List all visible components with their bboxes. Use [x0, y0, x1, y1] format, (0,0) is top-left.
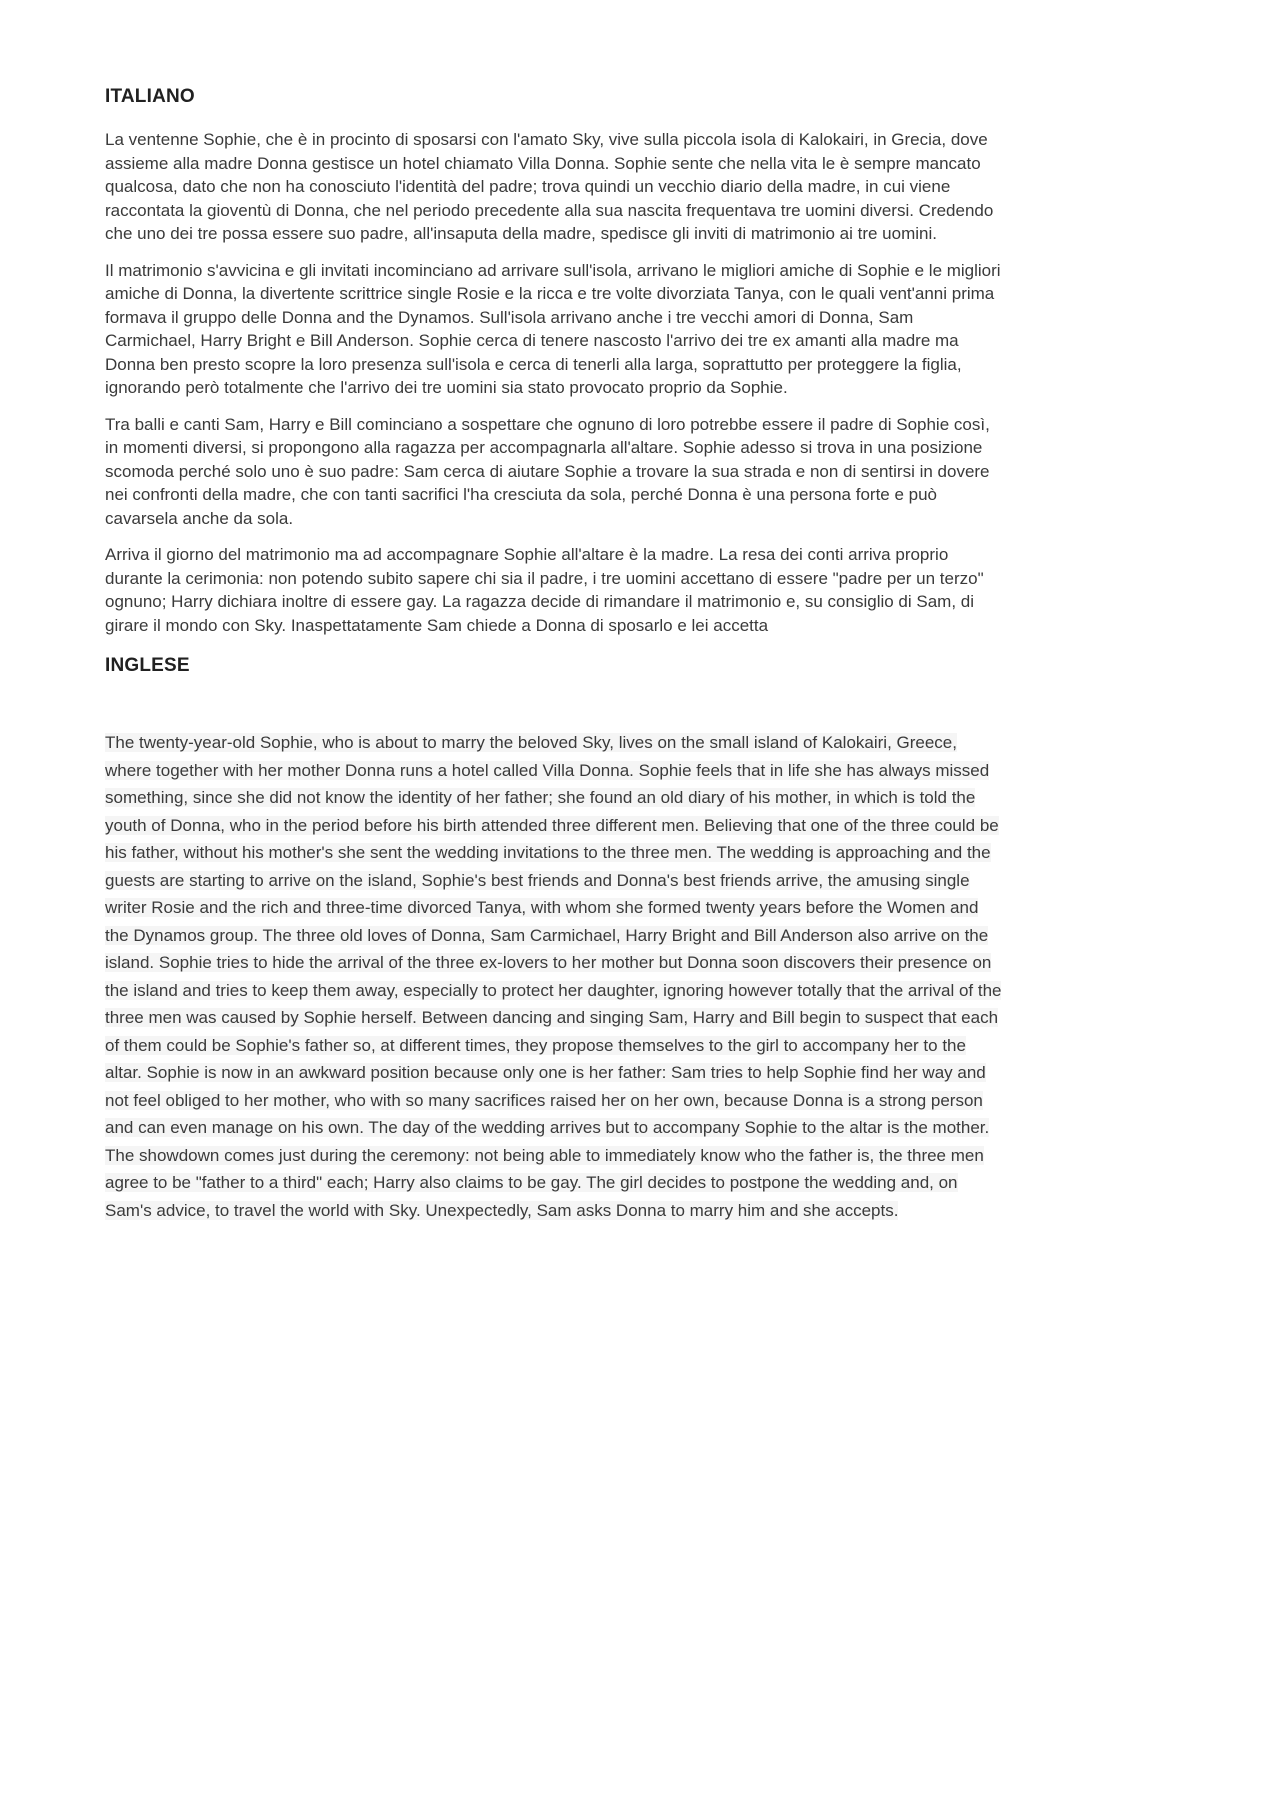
- paragraph-italian-4: Arriva il giorno del matrimonio ma ad accompagnare Sophie all'altare è la madre. La resa dei conti arriva proprio durante la cerimonia: non potendo subito sapere chi sia il padre, i tre uomini accettano di essere "padre per un terzo" ognuno; Harry dichiara inoltre di essere gay. La ragazza decide di rimandare il matrimonio e, su consiglio di Sam, di girare il mondo con Sky. Inaspettatamente Sam chiede a Donna di sposarlo e lei accetta: [105, 545, 984, 635]
- paragraph-italian-1: La ventenne Sophie, che è in procinto di sposarsi con l'amato Sky, vive sulla piccola isola di Kalokairi, in Grecia, dove assieme alla madre Donna gestisce un hotel chiamato Villa Donna. Sophie sente che nella vita le è sempre mancato qualcosa, dato che non ha conosciuto l'identità del padre; trova quindi un vecchio diario della madre, in cui viene raccontata la gioventù di Donna, che nel periodo precedente alla sua nascita frequentava tre uomini diversi. Credendo che uno dei tre possa essere suo padre, all'insaputa della madre, spedisce gli inviti di matrimonio ai tre uomini.: [105, 130, 994, 243]
- english-translation-text: The twenty-year-old Sophie, who is about to marry the beloved Sky, lives on the small island of Kalokairi, Greece, where together with her mother Donna runs a hotel called Villa Donna. Sophie feels that in life she has always missed something, since she did not know the identity of her father; she found an old diary of his mother, in which is told the youth of Donna, who in the period before his birth attended three different men. Believing that one of the three could be his father, without his mother's she sent the wedding invitations to the three men. The wedding is approaching and the guests are starting to arrive on the island, Sophie's best friends and Donna's best friends arrive, the amusing single writer Rosie and the rich and three-time divorced Tanya, with whom she formed twenty years before the Women and the Dynamos group. The three old loves of Donna, Sam Carmichael, Harry Bright and Bill Anderson also arrive on the island. Sophie tries to hide the arrival of the three ex-lovers to her mother but Donna soon discovers their presence on the island and tries to keep them away, especially to protect her daughter, ignoring however totally that the arrival of the three men was caused by Sophie herself. Between dancing and singing Sam, Harry and Bill begin to suspect that each of them could be Sophie's father so, at different times, they propose themselves to the girl to accompany her to the altar. Sophie is now in an awkward position because only one is her father: Sam tries to help Sophie find her way and not feel obliged to her mother, who with so many sacrifices raised her on her own, because Donna is a strong person and can even manage on his own. The day of the wedding arrives but to accompany Sophie to the altar is the mother. The showdown comes just during the ceremony: not being able to immediately know who the father is, the three men agree to be "father to a third" each; Harry also claims to be gay. The girl decides to postpone the wedding and, on Sam's advice, to travel the world with Sky. Unexpectedly, Sam asks Donna to marry him and she accepts.: [105, 733, 1002, 1220]
- heading-english: INGLESE: [105, 655, 190, 676]
- paragraph-english: [105, 729, 1002, 1224]
- heading-italian: ITALIANO: [105, 86, 195, 107]
- paragraph-italian-2: Il matrimonio s'avvicina e gli invitati incominciano ad arrivare sull'isola, arrivano le migliori amiche di Sophie e le migliori amiche di Donna, la divertente scrittrice single Rosie e la ricca e tre volte divorziata Tanya, con le quali vent'anni prima formava il gruppo delle Donna and the Dynamos. Sull'isola arrivano anche i tre vecchi amori di Donna, Sam Carmichael, Harry Bright e Bill Anderson. Sophie cerca di tenere nascosto l'arrivo dei tre ex amanti alla madre ma Donna ben presto scopre la loro presenza sull'isola e cerca di tenerli alla larga, soprattutto per proteggere la figlia, ignorando però totalmente che l'arrivo dei tre uomini sia stato provocato proprio da Sophie.: [105, 260, 1001, 397]
- paragraph-italian-3: Tra balli e canti Sam, Harry e Bill cominciano a sospettare che ognuno di loro potrebbe essere il padre di Sophie così, in momenti diversi, si propongono alla ragazza per accompagnarla all'altare. Sophie adesso si trova in una posizione scomoda perché solo uno è suo padre: Sam cerca di aiutare Sophie a trovare la sua strada e non di sentirsi in dovere nei confronti della madre, che con tanti sacrifici l'ha cresciuta da sola, perché Donna è una persona forte e può cavarsela anche da sola.: [105, 414, 990, 528]
